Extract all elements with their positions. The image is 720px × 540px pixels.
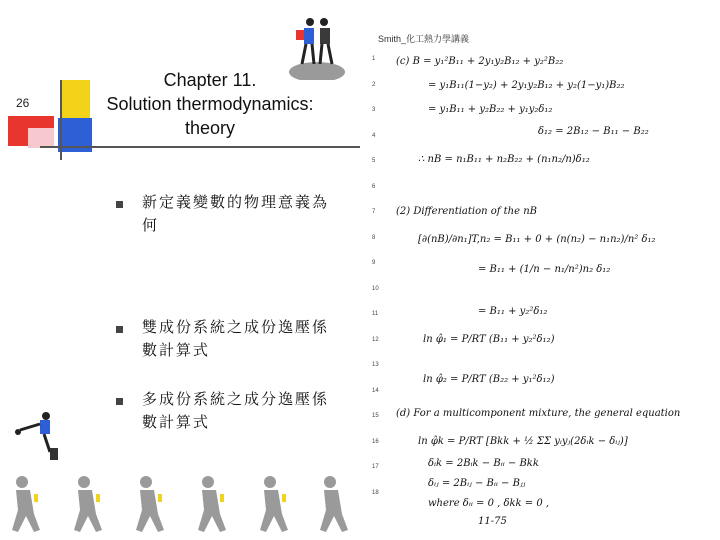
handwritten-line: ln φ̂k = P/RT [Bkk + ½ ΣΣ yᵢyⱼ(2δᵢk − δᵢⱼ)] [418,436,628,447]
line-number: 5 [372,158,376,164]
handwritten-line: [∂(nB)/∂n₁]T,n₂ = B₁₁ + 0 + (n(n₂) − n₁n₂)/n² δ₁₂ [418,234,656,245]
bullet-item [142,388,342,434]
title-line-2: Solution thermodynamics: [106,94,314,114]
handwritten-line: (2) Differentiation of the nB [396,206,537,217]
bullet-line: 數計算式 [142,413,211,431]
decor-yellow-block [60,80,90,120]
bullet-icon [116,398,123,405]
handwritten-line: = y₁B₁₁(1−y₂) + 2y₁y₂B₁₂ + y₂(1−y₁)B₂₂ [428,80,625,91]
notes-header: Smith_化工熱力學講義 [378,34,470,44]
bullet-line: 何 [142,216,160,234]
handwritten-notes [368,28,698,528]
handwritten-line: = y₁B₁₁ + y₂B₂₂ + y₁y₂δ₁₂ [428,104,553,115]
vertical-rule [60,80,62,160]
bullet-line: 多成份系統之成分逸壓係 [142,390,330,408]
title-line-3: theory [184,118,236,138]
handwritten-line: 11-75 [478,516,507,527]
line-number: 18 [372,489,379,496]
handwritten-line: δ₁₂ = 2B₁₂ − B₁₁ − B₂₂ [538,126,649,137]
line-number: 4 [372,132,376,139]
handwritten-line: = B₁₁ + (1/n − n₁/n²)n₂ δ₁₂ [478,264,611,275]
handwritten-line: = B₁₁ + y₂²δ₁₂ [478,306,548,317]
running-figures-decoration [0,470,360,540]
line-number: 11 [372,311,379,317]
line-number: 9 [372,260,376,266]
handwritten-line: δᵢk = 2Bᵢk − Bᵢᵢ − Bkk [428,458,539,469]
slide-number: 26 [16,96,30,110]
handwritten-line: ln φ̂₂ = P/RT (B₂₂ + y₁²δ₁₂) [423,374,555,385]
line-number: 14 [372,387,379,394]
line-number: 6 [372,183,376,190]
title-line-1: Chapter 11. [163,70,257,90]
line-number: 1 [372,56,376,62]
handwritten-line: (c) B = y₁²B₁₁ + 2y₁y₂B₁₂ + y₂²B₂₂ [396,56,564,67]
bullet-line: 新定義變數的物理意義為 [142,193,330,211]
line-number: 13 [372,362,379,368]
bullet-icon [116,326,123,333]
bullet-item [142,191,342,237]
bullet-icon [116,201,123,208]
line-number: 16 [372,438,379,445]
line-number: 15 [372,413,379,419]
line-number: 10 [372,285,379,292]
slide-title [95,68,325,140]
handwritten-line: where δᵢᵢ = 0 , δkk = 0 , [428,498,550,509]
bullet-item [142,316,342,362]
horizontal-rule [40,146,360,148]
line-number: 17 [372,464,379,470]
handwritten-line: ∴ nB = n₁B₁₁ + n₂B₂₂ + (n₁n₂/n)δ₁₂ [418,154,590,165]
line-number: 12 [372,336,379,343]
line-number: 3 [372,107,376,113]
climber-figure-icon [10,408,60,468]
line-number: 7 [372,209,376,215]
line-number: 2 [372,81,376,88]
handwritten-line: (d) For a multicomponent mixture, the general equation [396,408,681,419]
bullet-line: 數計算式 [142,341,211,359]
line-number: 8 [372,234,376,241]
decor-pink-block [28,128,54,148]
handwritten-line: δᵢⱼ = 2Bᵢⱼ − Bᵢᵢ − Bⱼⱼ [428,478,526,489]
bullet-line: 雙成份系統之成份逸壓係 [142,318,330,336]
handwritten-line: ln φ̂₁ = P/RT (B₁₁ + y₂²δ₁₂) [423,334,555,345]
